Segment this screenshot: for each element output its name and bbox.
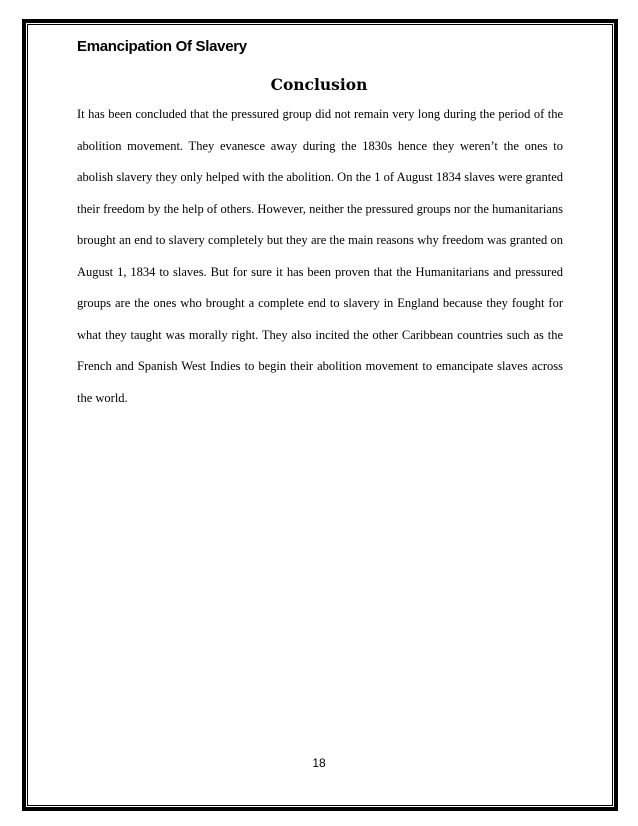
conclusion-paragraph: It has been concluded that the pressured group did not remain very long during the period of the abolition movement. They evanesce away during the 1830s hence they weren’t the ones to abolish slavery they only helped with the abolition. On the 1 of August 1834 slaves were granted their freedom by the help of others. However, neither the pressured groups nor the humanitarians brought an end to slavery completely but they are the main reasons why freedom was granted on August 1, 1834 to slaves. But for sure it has been proven that the Humanitarians and pressured groups are the ones who brought a complete end to slavery in England because they fought for what they taught was morally right. They also incited the other Caribbean countries such as the French and Spanish West Indies to begin their abolition movement to emancipate slaves across the world. (77, 107, 563, 405)
page-number: 18 (312, 756, 326, 770)
section-title: Conclusion (270, 75, 368, 94)
running-header: Emancipation Of Slavery (77, 38, 247, 55)
